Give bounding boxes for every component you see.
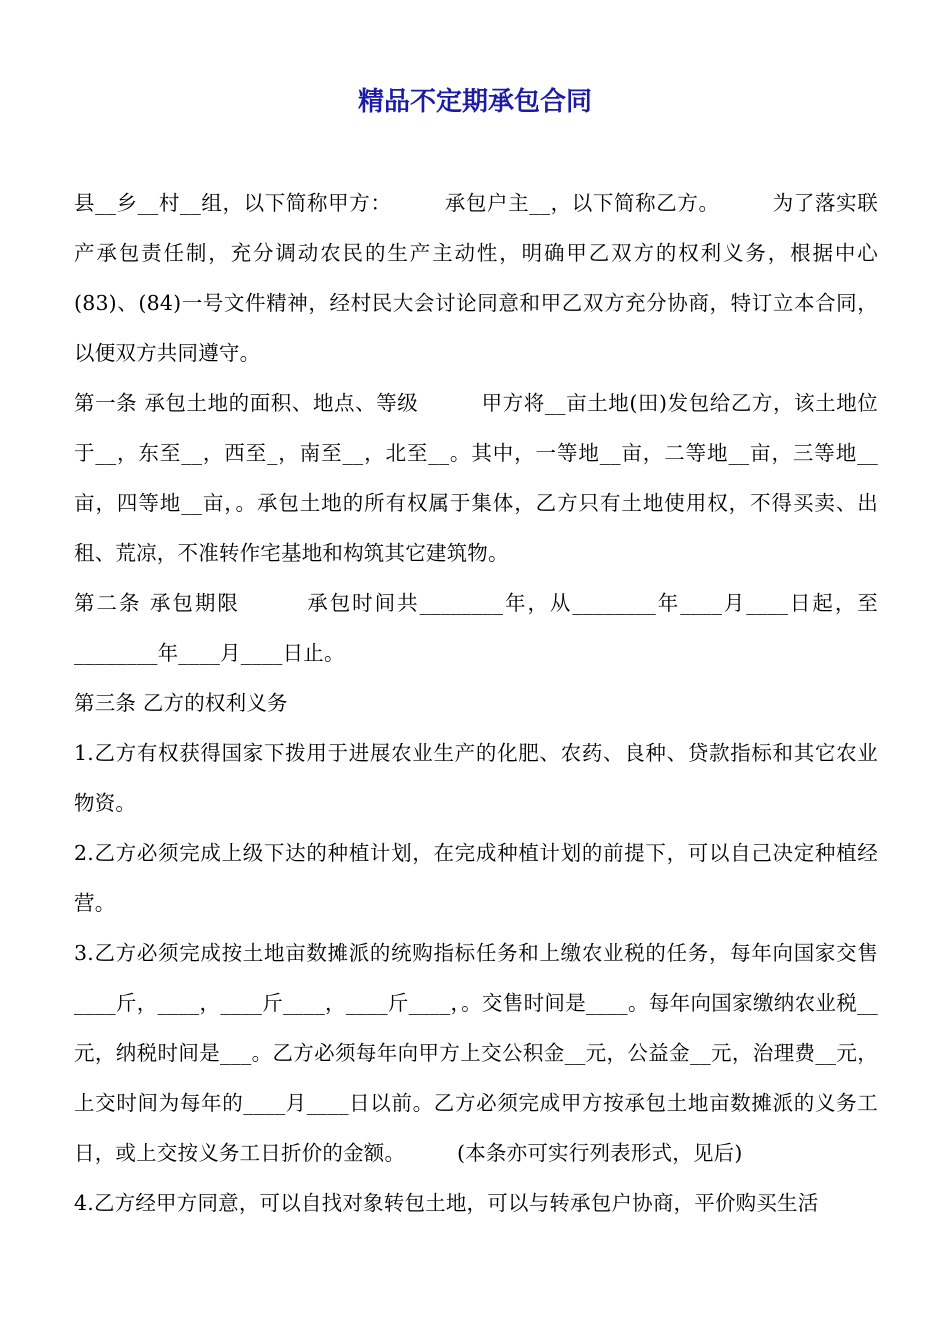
paragraph-item-2: 2.乙方必须完成上级下达的种植计划，在完成种植计划的前提下，可以自己决定种植经营。 bbox=[74, 841, 878, 915]
paragraph-item-1: 1.乙方有权获得国家下拨用于进展农业生产的化肥、农药、良种、贷款指标和其它农业物资。 bbox=[74, 741, 878, 815]
paragraph-item-4: 4.乙方经甲方同意，可以自找对象转包土地，可以与转承包户协商，平价购买生活 bbox=[74, 1191, 819, 1215]
paragraph-parties: 县__乡__村__组，以下简称甲方： 承包户主__，以下简称乙方。 为了落实联产承包责任制，充分调动农民的生产主动性，明确甲乙双方的权利义务，根据中心(83)、(84)一号文件精神，经村民大会讨论同意和甲乙双方充分协商，特订立本合同，以便双方共同遵守。 bbox=[74, 191, 878, 365]
document-title: 精品不定期承包合同 bbox=[357, 87, 592, 117]
paragraph-article-3-heading: 第三条 乙方的权利义务 bbox=[74, 691, 288, 715]
document-body bbox=[74, 178, 878, 1228]
paragraph-article-1: 第一条 承包土地的面积、地点、等级 甲方将__亩土地(田)发包给乙方，该土地位于__，东至__，西至_，南至__，北至__。其中，一等地__亩，二等地__亩，三等地__亩，四等地__亩，。承包土地的所有权属于集体，乙方只有土地使用权，不得买卖、出租、荒凉，不准转作宅基地和构筑其它建筑物。 bbox=[74, 391, 878, 565]
paragraph-article-2: 第二条 承包期限 承包时间共________年，从________年____月____日起，至________年____月____日止。 bbox=[74, 591, 878, 665]
paragraph-item-3: 3.乙方必须完成按土地亩数摊派的统购指标任务和上缴农业税的任务，每年向国家交售____斤，____，____斤____，____斤____，。交售时间是____。每年向国家缴纳农业税__元，纳税时间是___。乙方必须每年向甲方上交公积金__元，公益金__元，治理费__元，上交时间为每年的____月____日以前。乙方必须完成甲方按承包土地亩数摊派的义务工日，或上交按义务工日折价的金额。 (本条亦可实行列表形式，见后) bbox=[74, 941, 878, 1165]
